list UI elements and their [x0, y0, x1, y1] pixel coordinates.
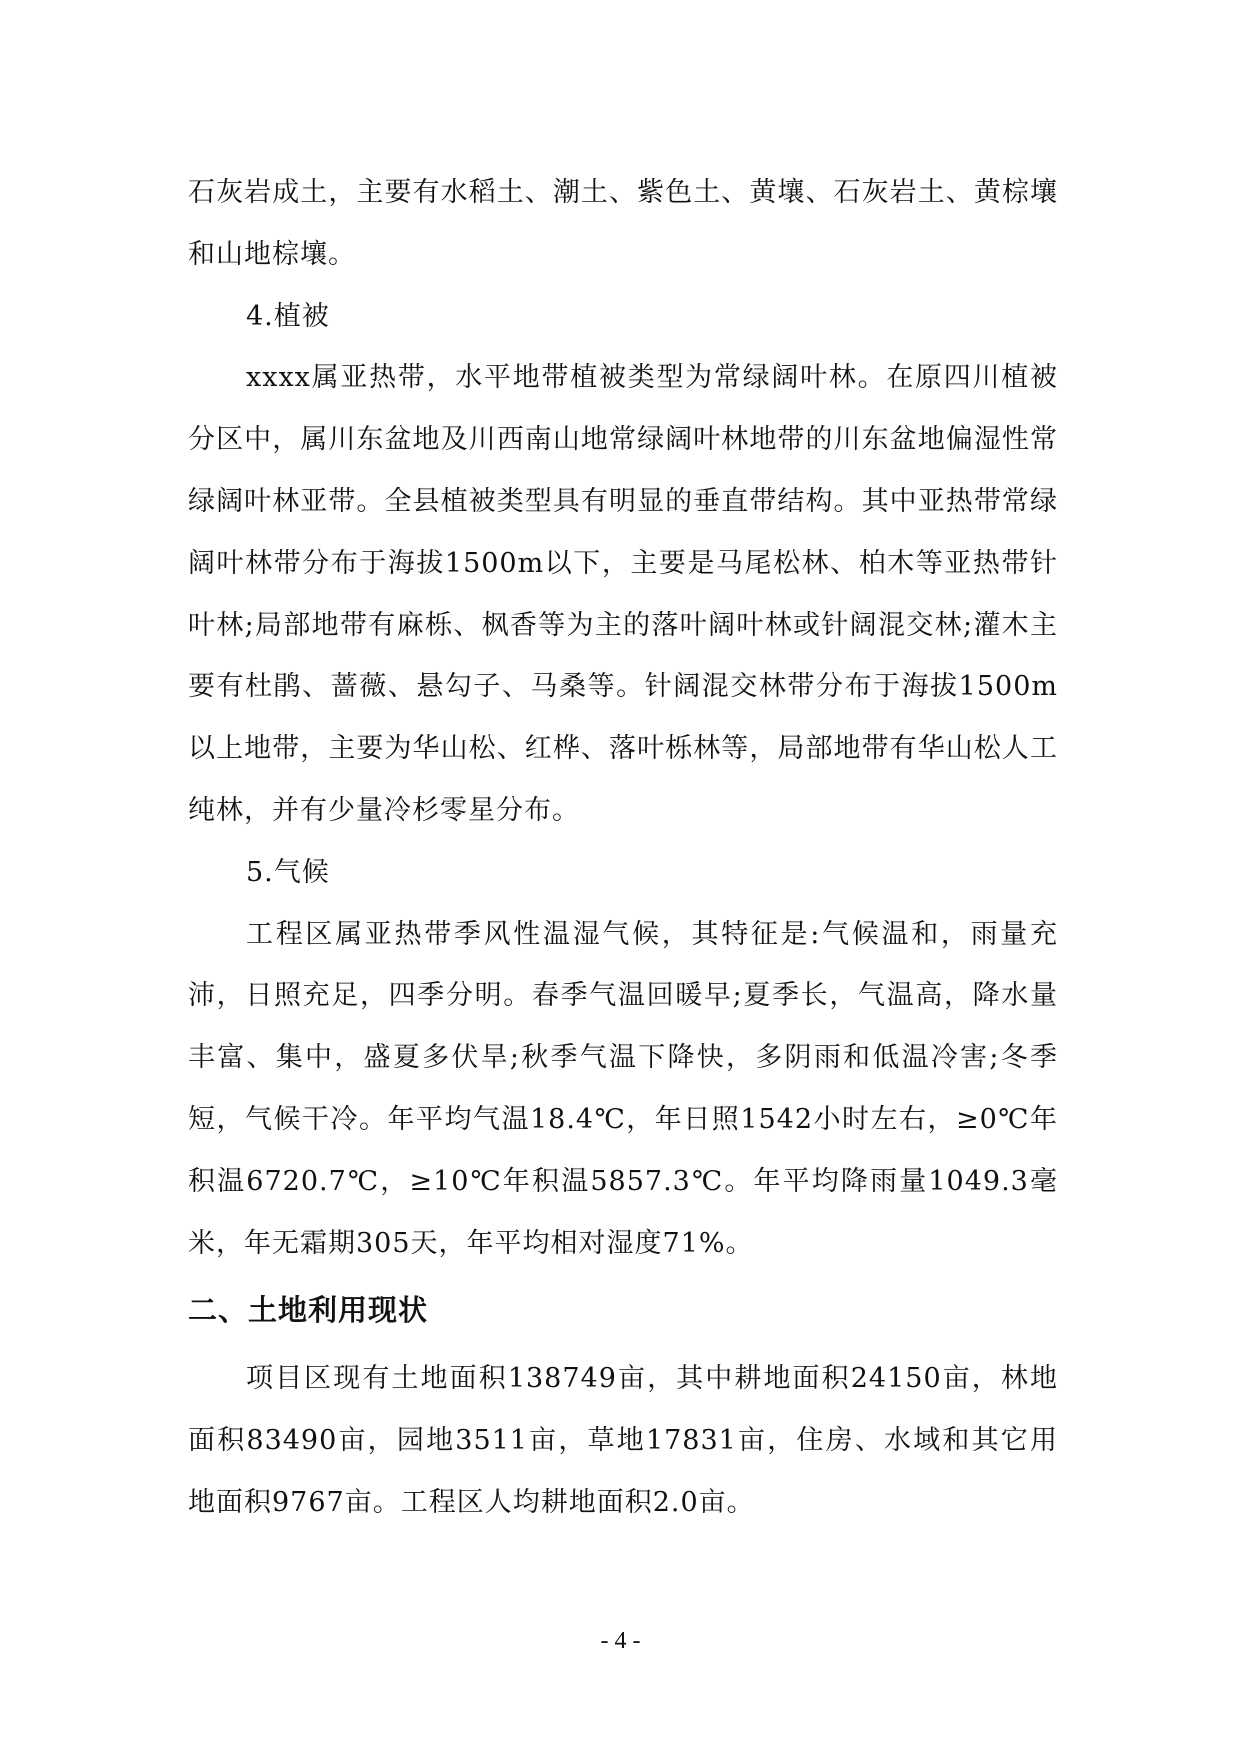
page-body — [188, 162, 1058, 1534]
land-use-heading: 二、土地利用现状 — [188, 1293, 429, 1328]
soil-paragraph-continued: 石灰岩成土，主要有水稻土、潮土、紫色土、黄壤、石灰岩土、黄棕壤和山地棕壤。 — [188, 177, 1058, 270]
vegetation-paragraph: xxxx属亚热带，水平地带植被类型为常绿阔叶林。在原四川植被分区中，属川东盆地及川西南山地常绿阔叶林地带的川东盆地偏湿性常绿阔叶林亚带。全县植被类型具有明显的垂直带结构。其中亚热带常绿阔叶林带分布于海拔1500m以下，主要是马尾松林、柏木等亚热带针叶林;局部地带有麻栎、枫香等为主的落叶阔叶林或针阔混交林;灌木主要有杜鹃、蔷薇、悬勾子、马桑等。针阔混交林带分布于海拔1500m以上地带，主要为华山松、红桦、落叶栎林等，局部地带有华山松人工纯林，并有少量冷杉零星分布。 — [188, 362, 1058, 826]
climate-subheading: 5.气候 — [246, 856, 330, 888]
climate-paragraph: 工程区属亚热带季风性温湿气候，其特征是:气候温和，雨量充沛，日照充足，四季分明。春季气温回暖早;夏季长，气温高，降水量丰富、集中，盛夏多伏旱;秋季气温下降快，多阴雨和低温冷害;冬季短，气候干冷。年平均气温18.4℃，年日照1542小时左右，≥0℃年积温6720.7℃，≥10℃年积温5857.3℃。年平均降雨量1049.3毫米，年无霜期305天，年平均相对湿度71%。 — [188, 918, 1058, 1259]
page-number: - 4 - — [600, 1628, 641, 1654]
land-use-paragraph: 项目区现有土地面积138749亩，其中耕地面积24150亩，林地面积83490亩，园地3511亩，草地17831亩，住房、水域和其它用地面积9767亩。工程区人均耕地面积2.0亩。 — [188, 1363, 1058, 1518]
vegetation-subheading: 4.植被 — [246, 300, 330, 332]
